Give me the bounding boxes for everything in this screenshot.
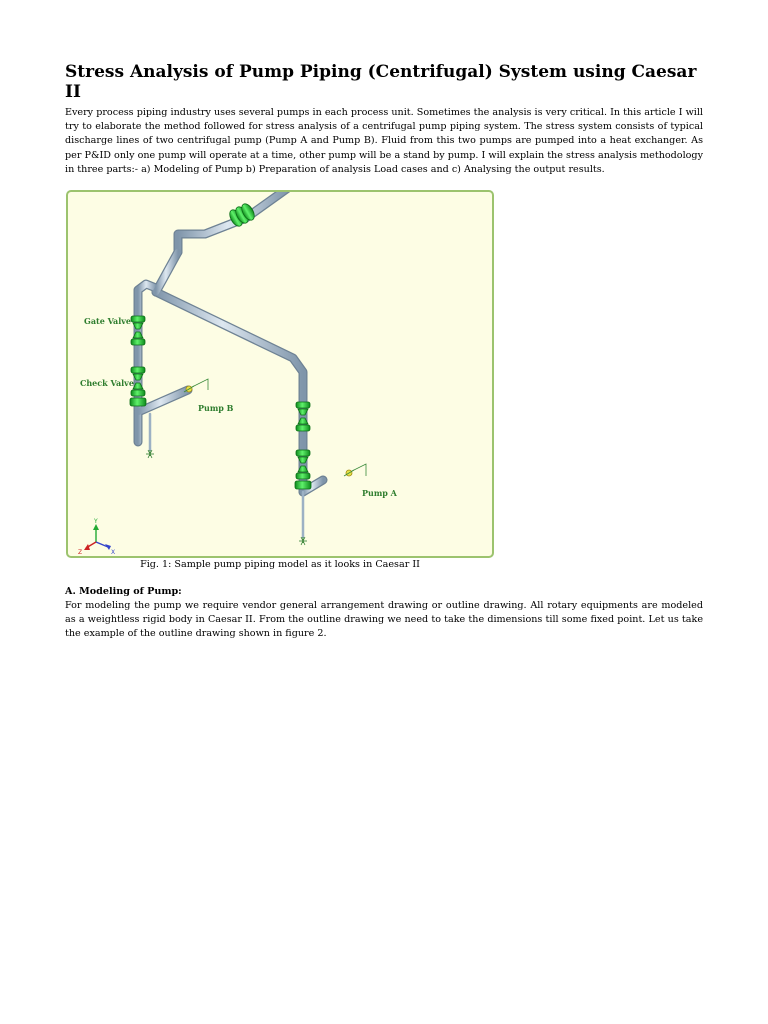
pump-a-label: Pump A (362, 488, 397, 498)
intro-paragraph: Every process piping industry uses several pumps in each process unit. Sometimes the analysis is very critical. In this article I will try to elaborate the method followed for stress analysis of a centrifugal pump piping system. The stress system consists of typical discharge lines of two centrifugal pump (Pump A and Pump B). Fluid from this two pumps are pumped into a heat exchanger. As per P&ID only one pump will operate at a time, other pump will be a stand by pump. I will explain the stress analysis methodology in three parts:- a) Modeling of Pump b) Preparation of analysis Load cases and c) Analysing the output results. (65, 107, 703, 175)
pump-a-anchor-icon (344, 464, 366, 476)
pump-a-check-valve-icon (295, 450, 311, 489)
pipe-model-drawing (68, 192, 492, 556)
figure-caption: Fig. 1: Sample pump piping model as it looks in Caesar II (140, 559, 420, 570)
axis-triad-icon (78, 518, 115, 556)
pump-b-anchor-icon (184, 379, 208, 392)
section-a-body: For modeling the pump we require vendor general arrangement drawing or outline drawing. All rotary equipments are modeled as a weightless rigid body in Caesar II. From the outline drawing we need to take the dimensions till some fixed point. Let us take the example of the outline drawing shown in figure 2. (65, 600, 703, 640)
pipe-model-figure (66, 190, 494, 558)
section-a-heading: A. Modeling of Pump: (65, 586, 182, 597)
gate-valve-label: Gate Valve (84, 316, 132, 326)
document-title: Stress Analysis of Pump Piping (Centrifugal) System using Caesar II (65, 62, 697, 102)
axis-z-label: Z (78, 549, 83, 556)
pump-a-support-icon (299, 537, 307, 545)
axis-x-label: X (111, 549, 116, 556)
pump-b-label: Pump B (198, 403, 234, 413)
axis-y-label: Y (94, 518, 98, 525)
pump-b-support-icon (146, 450, 154, 458)
check-valve-label: Check Valve (80, 378, 134, 388)
